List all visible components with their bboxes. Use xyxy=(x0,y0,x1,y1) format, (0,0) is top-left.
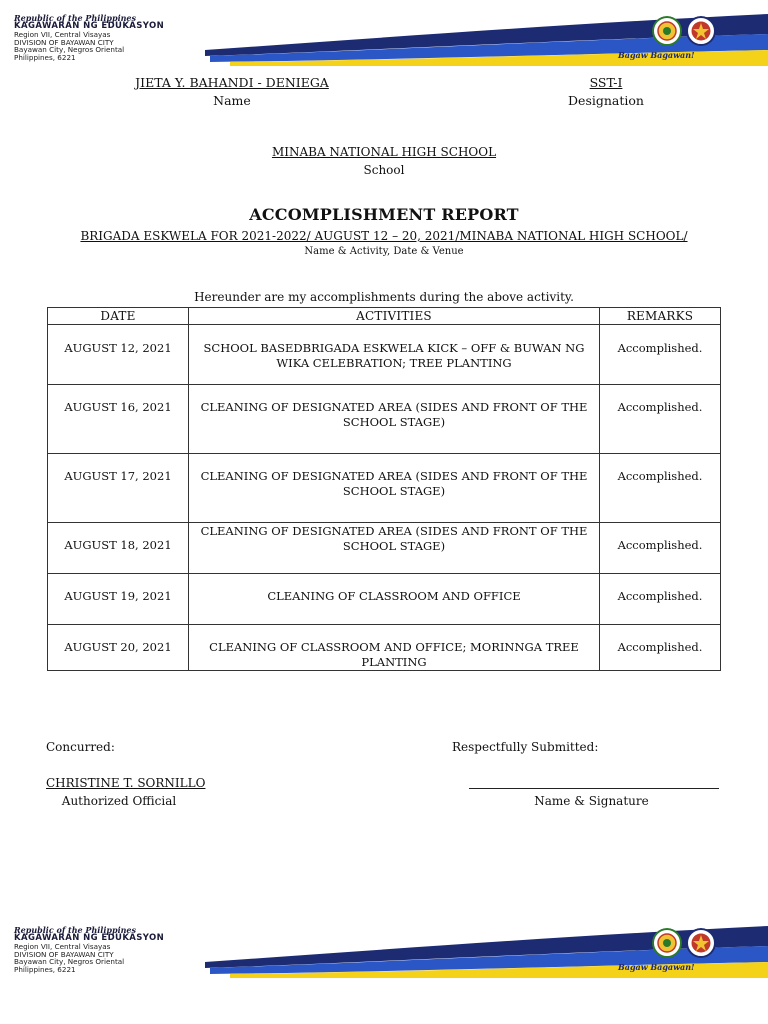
intro-text: Hereunder are my accomplishments during the above activity. xyxy=(194,290,574,304)
row-date: AUGUST 19, 2021 xyxy=(48,574,189,625)
division-seal-icon xyxy=(652,16,682,46)
table-row xyxy=(48,574,721,625)
table-header-row xyxy=(48,308,721,325)
activity-label: Name & Activity, Date & Venue xyxy=(304,246,464,257)
row-activity: CLEANING OF DESIGNATED AREA (SIDES AND FRONT OF THE SCHOOL STAGE) xyxy=(189,523,600,574)
republic-text: Republic of the Philippines xyxy=(14,13,137,23)
person-name: JIETA Y. BAHANDI - DENIEGA xyxy=(135,75,329,90)
accomplishment-table xyxy=(47,307,721,671)
activity-line: BRIGADA ESKWELA FOR 2021-2022/ AUGUST 12 – 20, 2021/MINABA NATIONAL HIGH SCHOOL/ xyxy=(80,229,688,243)
deped-seal-icon xyxy=(686,928,716,958)
motto-text: Bagaw Bagawan! xyxy=(618,962,695,972)
table-row xyxy=(48,625,721,671)
motto-text: Bagaw Bagawan! xyxy=(618,50,695,60)
row-date: AUGUST 17, 2021 xyxy=(48,454,189,523)
concurred-label: Concurred: xyxy=(46,740,115,754)
header-activities: ACTIVITIES xyxy=(189,308,600,325)
signature-line xyxy=(469,788,719,789)
agency-address xyxy=(14,14,164,62)
row-remarks: Accomplished. xyxy=(600,574,721,625)
country-text: Philippines, 6221 xyxy=(14,53,76,62)
row-activity: SCHOOL BASEDBRIGADA ESKWELA KICK – OFF & BUWAN NG WIKA CELEBRATION; TREE PLANTING xyxy=(189,325,600,385)
city-text: Bayawan City, Negros Oriental xyxy=(14,45,125,55)
deped-seal-icon xyxy=(686,16,716,46)
table-row xyxy=(48,523,721,574)
row-date: AUGUST 18, 2021 xyxy=(48,523,189,574)
designation-label: Designation xyxy=(568,93,644,108)
republic-text: Republic of the Philippines xyxy=(14,925,137,935)
row-remarks: Accomplished. xyxy=(600,454,721,523)
division-seal-icon xyxy=(652,928,682,958)
official-name: CHRISTINE T. SORNILLO xyxy=(46,776,206,790)
region-text: Region VII, Central Visayas xyxy=(14,942,111,952)
row-remarks: Accomplished. xyxy=(600,385,721,454)
row-activity: CLEANING OF DESIGNATED AREA (SIDES AND FRONT OF THE SCHOOL STAGE) xyxy=(189,454,600,523)
table-row xyxy=(48,454,721,523)
letterhead-header xyxy=(0,10,768,74)
department-text: KAGAWARAN NG EDUKASYON xyxy=(14,933,165,944)
row-activity: CLEANING OF CLASSROOM AND OFFICE; MORINNGA TREE PLANTING xyxy=(189,625,600,671)
row-activity: CLEANING OF DESIGNATED AREA (SIDES AND FRONT OF THE SCHOOL STAGE) xyxy=(189,385,600,454)
header-date: DATE xyxy=(48,308,189,325)
row-date: AUGUST 20, 2021 xyxy=(48,625,189,671)
row-activity: CLEANING OF CLASSROOM AND OFFICE xyxy=(189,574,600,625)
signer-label: Name & Signature xyxy=(534,794,649,808)
row-remarks: Accomplished. xyxy=(600,625,721,671)
row-remarks: Accomplished. xyxy=(600,325,721,385)
agency-address xyxy=(14,926,164,974)
submitted-label: Respectfully Submitted: xyxy=(452,740,599,754)
country-text: Philippines, 6221 xyxy=(14,965,76,974)
designation-value: SST-I xyxy=(589,75,623,90)
row-date: AUGUST 12, 2021 xyxy=(48,325,189,385)
official-label: Authorized Official xyxy=(61,794,177,808)
table-row xyxy=(48,325,721,385)
city-text: Bayawan City, Negros Oriental xyxy=(14,957,125,967)
region-text: Region VII, Central Visayas xyxy=(14,30,111,40)
division-text: DIVISION OF BAYAWAN CITY xyxy=(14,37,114,47)
header-remarks: REMARKS xyxy=(600,308,721,325)
school-label: School xyxy=(363,163,405,177)
report-title: ACCOMPLISHMENT REPORT xyxy=(249,205,519,224)
letterhead-footer xyxy=(0,922,768,986)
row-date: AUGUST 16, 2021 xyxy=(48,385,189,454)
school-name: MINABA NATIONAL HIGH SCHOOL xyxy=(271,145,497,159)
department-text: KAGAWARAN NG EDUKASYON xyxy=(14,21,165,32)
name-label: Name xyxy=(213,93,251,108)
row-remarks: Accomplished. xyxy=(600,523,721,574)
table-row xyxy=(48,385,721,454)
division-text: DIVISION OF BAYAWAN CITY xyxy=(14,949,114,959)
